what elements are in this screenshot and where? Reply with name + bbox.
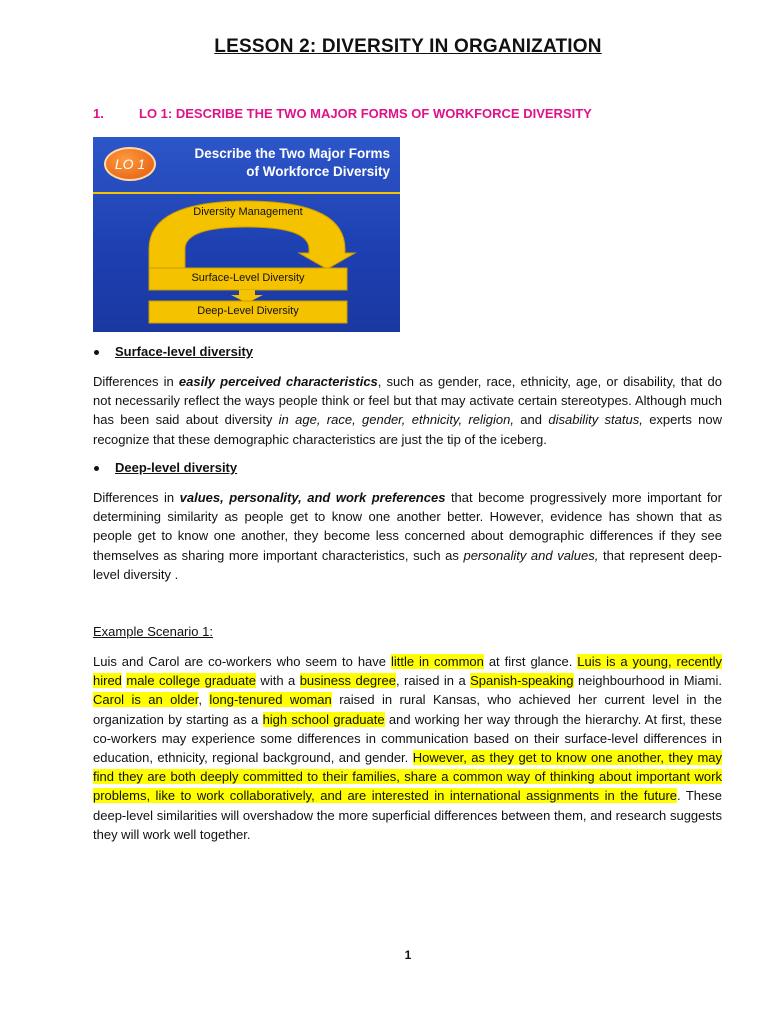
section-heading-text: LO 1: DESCRIBE THE TWO MAJOR FORMS OF WORKFORCE DIVERSITY <box>139 106 592 121</box>
slide-title-line1: Describe the Two Major Forms <box>194 146 390 161</box>
paragraph-surface-level: Differences in easily perceived characteristics, such as gender, race, ethnicity, age, or disability, that do not necessarily reflect the ways people think or feel but that may activate certain stereotypes. Although much has been said about diversity in age, race, gender, ethnicity, religion, and disability status, experts now recognize that these demographic characteristics are just the tip of the iceberg. <box>93 374 723 447</box>
surface-level-label: Surface-Level Diversity <box>191 272 305 284</box>
page-title: LESSON 2: DIVERSITY IN ORGANIZATION <box>214 36 602 57</box>
lo-badge: LO 1 <box>104 147 156 181</box>
page-number: 1 <box>404 948 412 962</box>
paragraph-deep-level: Differences in values, personality, and work preferences that become progressively more important for determining similarity as people get to know one another better. However, evidence has shown that as people get to know one another, they become less concerned about demographic differences if they see themselves as sharing more important characteristics, such as personality and values, that represent deep-level diversity . <box>93 490 722 582</box>
bullet-deep-level: Deep-level diversity <box>115 460 238 475</box>
lo1-slide-image <box>93 137 400 332</box>
diversity-management-label: Diversity Management <box>193 206 303 218</box>
example-scenario-heading: Example Scenario 1: <box>93 624 213 639</box>
section-heading <box>93 106 713 121</box>
bullet-surface-level: Surface-level diversity <box>115 344 254 359</box>
deep-level-label: Deep-Level Diversity <box>197 305 299 317</box>
paragraph-example-scenario: Luis and Carol are co-workers who seem to have little in common at first glance. Luis is a young, recently hired male college graduate with a business degree, raised in a Spanish-speaking neighbourhood in Miami. Carol is an older, long-tenured woman raised in rural Kansas, who achieved her current level in the organization by starting as a high school graduate and working her way through the hierarchy. At first, these co-workers may experience some differences in communication based on their surface-level differences in education, ethnicity, regional background, and gender. However, as they get to know one another, they may find they are both deeply committed to their families, share a common way of thinking about important work problems, like to work collaboratively, and are interested in international assignments in the future. These deep-level similarities will overshadow the more superficial differences between them, and research suggests they will work well together. <box>93 654 723 842</box>
slide-title-line2: of Workforce Diversity <box>246 164 390 179</box>
diversity-arch-diagram <box>93 137 400 332</box>
section-number: 1. <box>93 106 104 121</box>
